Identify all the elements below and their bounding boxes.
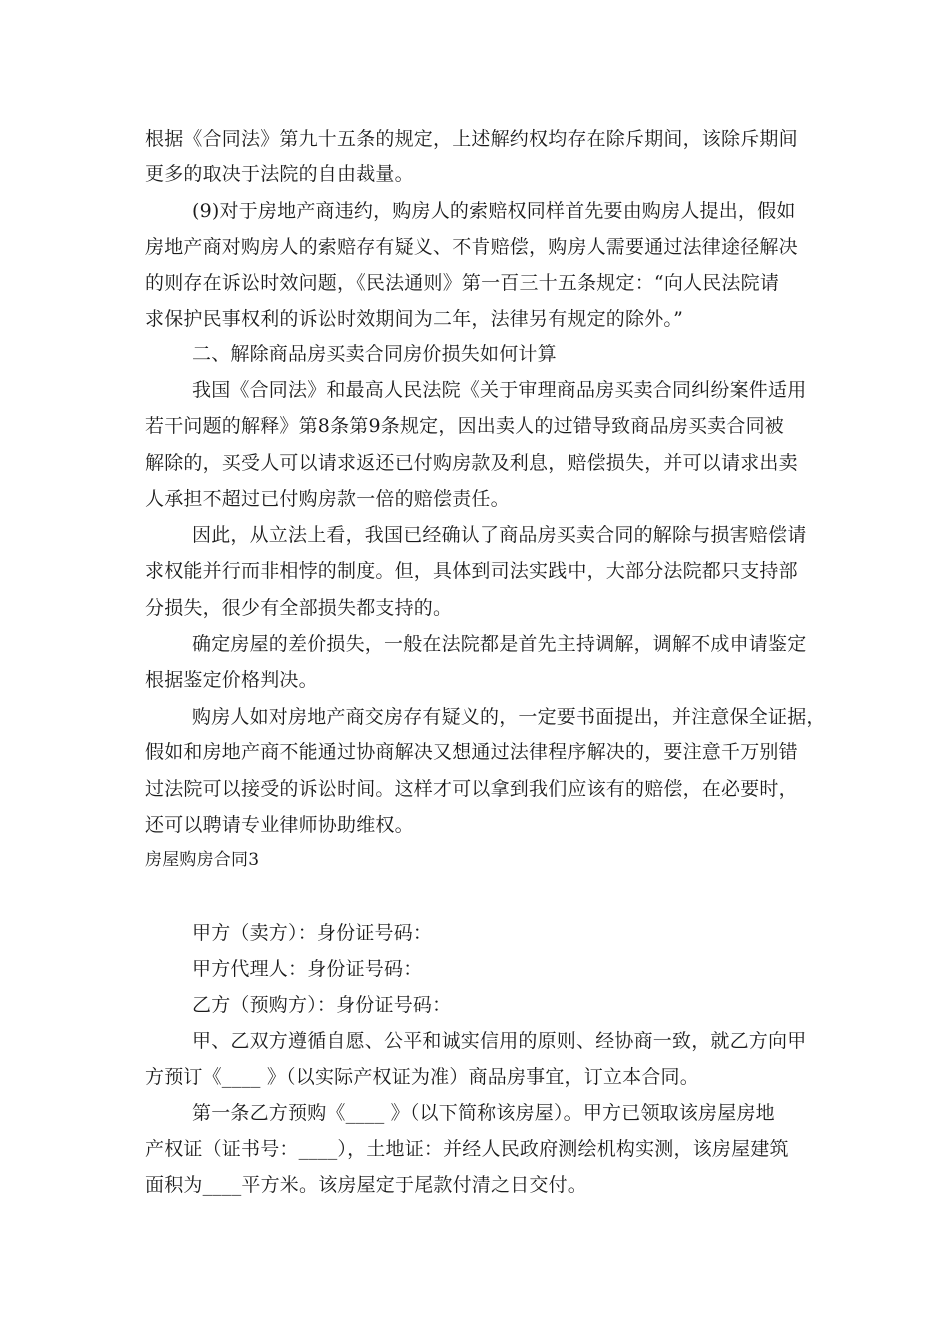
party-b-line: 乙方（预购方）：身份证号码： xyxy=(192,994,452,1016)
text-line: 分损失，很少有全部损失都支持的。 xyxy=(145,597,453,619)
text-line: 面积为____平方米。该房屋定于尾款付清之日交付。 xyxy=(145,1174,588,1196)
text-line: 甲、乙双方遵循自愿、公平和诚实信用的原则、经协商一致，就乙方向甲 xyxy=(192,1030,807,1052)
section-heading: 二、解除商品房买卖合同房价损失如何计算 xyxy=(192,343,557,365)
text-line: 根据鉴定价格判决。 xyxy=(145,669,318,691)
text-line: 人承担不超过已付购房款一倍的赔偿责任。 xyxy=(145,488,510,510)
text-line: 因此，从立法上看，我国已经确认了商品房买卖合同的解除与损害赔偿请 xyxy=(192,524,807,546)
text-line: 根据《合同法》第九十五条的规定，上述解约权均存在除斥期间，该除斥期间 xyxy=(145,128,798,150)
text-line: (9)对于房地产商违约，购房人的索赔权同样首先要由购房人提出，假如 xyxy=(192,200,796,222)
text-line: 求权能并行而非相悖的制度。但，具体到司法实践中，大部分法院都只支持部 xyxy=(145,560,798,582)
text-line: 方预订《____ 》（以实际产权证为准）商品房事宜，订立本合同。 xyxy=(145,1066,699,1088)
text-line: 假如和房地产商不能通过协商解决又想通过法律程序解决的，要注意千万别错 xyxy=(145,741,798,763)
text-line: 房地产商对购房人的索赔存有疑义、不肯赔偿，购房人需要通过法律途径解决 xyxy=(145,236,798,258)
text-line: 还可以聘请专业律师协助维权。 xyxy=(145,814,414,836)
party-a-line: 甲方（卖方）：身份证号码： xyxy=(192,922,433,944)
text-line: 解除的，买受人可以请求返还已付购房款及利息，赔偿损失，并可以请求出卖 xyxy=(145,452,798,474)
text-line: 求保护民事权利的诉讼时效期间为二年，法律另有规定的除外。” xyxy=(145,308,684,330)
text-line: 确定房屋的差价损失，一般在法院都是首先主持调解，调解不成申请鉴定 xyxy=(192,633,807,655)
text-line: 的则存在诉讼时效问题，《民法通则》第一百三十五条规定：“向人民法院请 xyxy=(145,272,780,294)
party-a-agent-line: 甲方代理人：身份证号码： xyxy=(192,958,423,980)
text-line: 我国《合同法》和最高人民法院《关于审理商品房买卖合同纠纷案件适用 xyxy=(192,379,807,401)
text-line: 过法院可以接受的诉讼时间。这样才可以拿到我们应该有的赔偿，在必要时， xyxy=(145,778,798,800)
text-line: 产权证（证书号：____），土地证：并经人民政府测绘机构实测，该房屋建筑 xyxy=(145,1138,789,1160)
text-line: 更多的取决于法院的自由裁量。 xyxy=(145,163,414,185)
text-line: 若干问题的解释》第8条第9条规定，因出卖人的过错导致商品房买卖合同被 xyxy=(145,415,784,437)
clause-one-line: 第一条乙方预购《____ 》（以下简称该房屋）。甲方已领取该房屋房地 xyxy=(192,1102,775,1124)
contract-title: 房屋购房合同3 xyxy=(145,850,260,870)
text-line: 购房人如对房地产商交房存有疑义的，一定要书面提出，并注意保全证据， xyxy=(192,706,826,728)
